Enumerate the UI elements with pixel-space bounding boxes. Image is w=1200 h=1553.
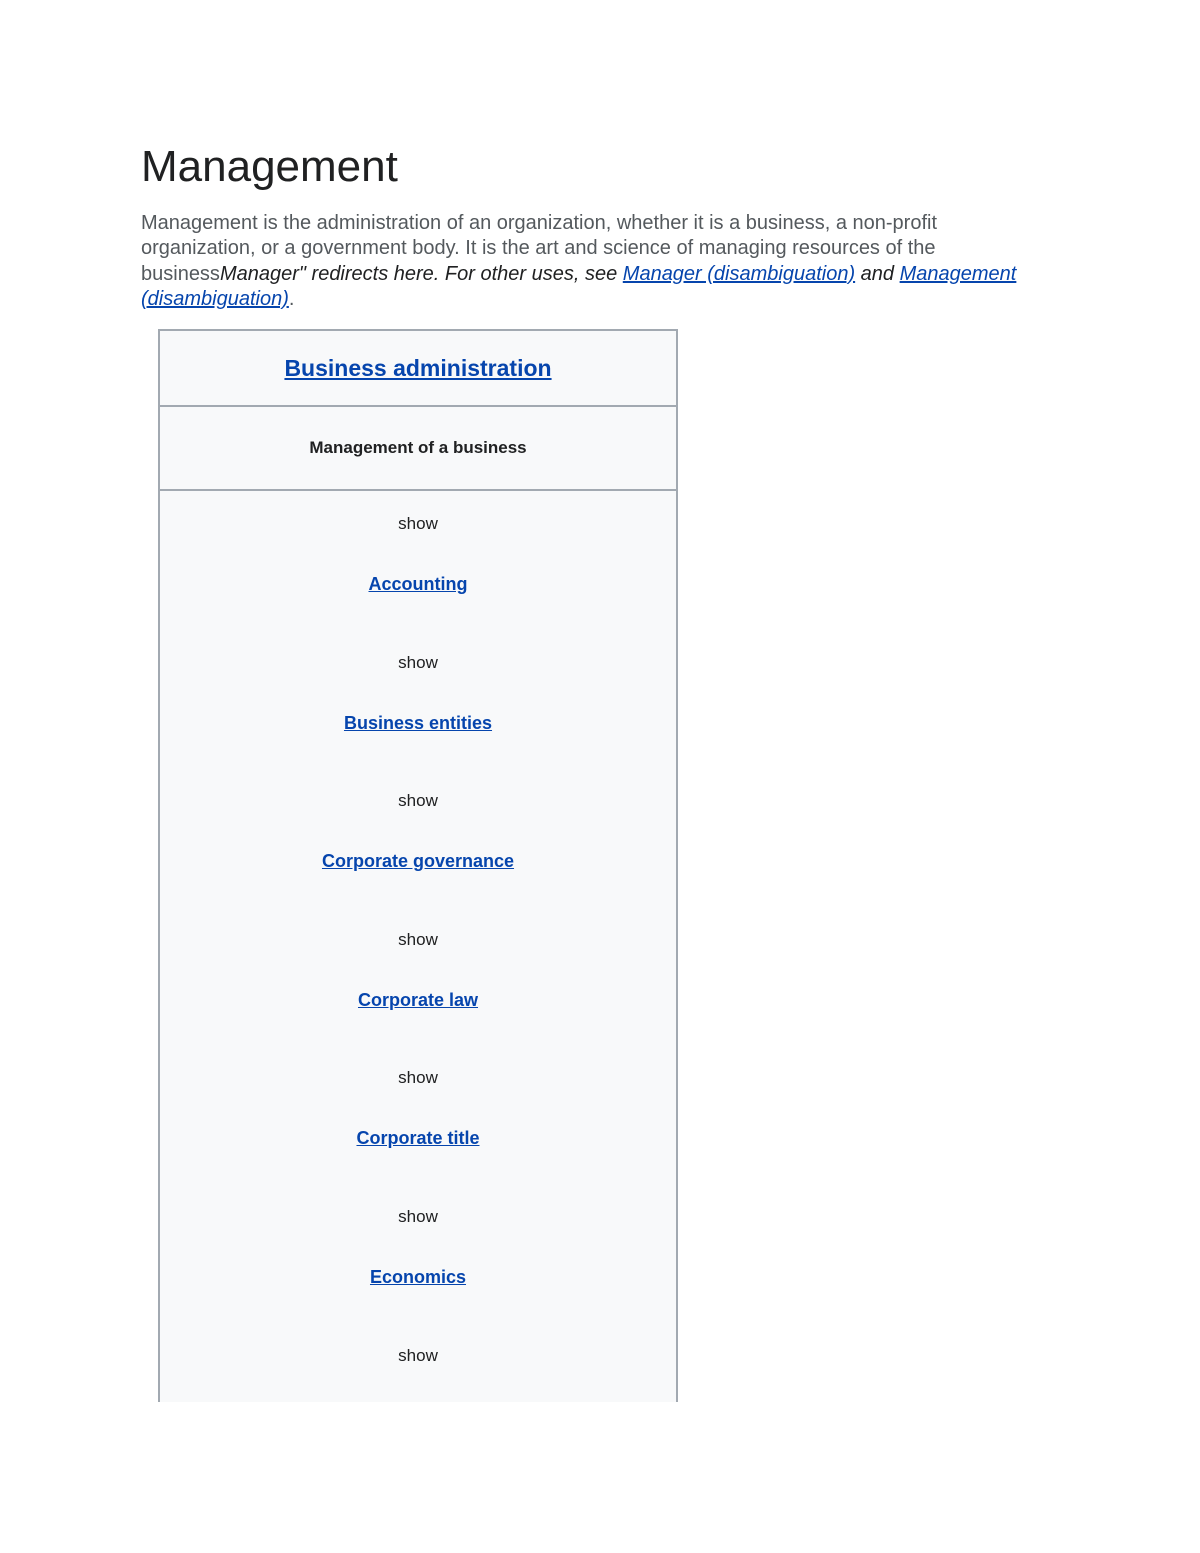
nav-section-corporate-title: [160, 1045, 676, 1184]
nav-section-tail: [160, 1323, 676, 1402]
show-toggle[interactable]: show: [398, 652, 438, 672]
corporate-title-link[interactable]: Corporate title: [356, 1128, 480, 1149]
show-toggle[interactable]: show: [398, 1345, 438, 1365]
hatnote-period: .: [288, 287, 295, 310]
hatnote: [141, 263, 1016, 310]
nav-section-corporate-governance: [160, 768, 676, 907]
nav-section-economics: [160, 1184, 676, 1323]
business-entities-link[interactable]: Business entities: [343, 712, 493, 733]
show-toggle[interactable]: show: [398, 514, 438, 533]
nav-link-row: [160, 574, 676, 595]
nav-link-row: [160, 1267, 676, 1288]
infobox-subtitle: Management of a business: [160, 407, 676, 491]
economics-link[interactable]: Economics: [369, 1266, 467, 1287]
nav-section-corporate-law: [160, 907, 676, 1046]
show-toggle[interactable]: show: [398, 791, 438, 811]
corporate-law-link[interactable]: Corporate law: [357, 989, 479, 1010]
accounting-link[interactable]: Accounting: [368, 574, 468, 594]
nav-section-accounting: [160, 491, 676, 630]
nav-section-business-entities: [160, 630, 676, 769]
nav-link-row: [160, 1128, 676, 1149]
intro-paragraph: [141, 211, 1056, 312]
nav-link-row: [160, 713, 676, 734]
nav-link-row: [160, 990, 676, 1011]
nav-link-row: [160, 851, 676, 872]
management-disambiguation-link[interactable]: Management (disambiguation): [141, 262, 1017, 310]
page-title: Management: [141, 142, 398, 191]
corporate-governance-link[interactable]: Corporate governance: [321, 851, 515, 872]
business-administration-link[interactable]: Business administration: [284, 354, 552, 381]
show-toggle[interactable]: show: [398, 1068, 438, 1088]
infobox-header: [160, 331, 676, 407]
show-toggle[interactable]: show: [398, 929, 438, 949]
hatnote-prefix: Manager" redirects here. For other uses, see: [219, 262, 623, 285]
hatnote-and: and: [855, 262, 900, 285]
infobox-business-administration: [158, 329, 678, 1402]
intro-text: Management is the administration of an organization, whether it is a business, a non-profit organization, or a government body. It is the art and science of managing resources of the business: [141, 212, 937, 285]
manager-disambiguation-link[interactable]: Manager (disambiguation): [622, 262, 856, 285]
show-toggle[interactable]: show: [398, 1206, 438, 1226]
